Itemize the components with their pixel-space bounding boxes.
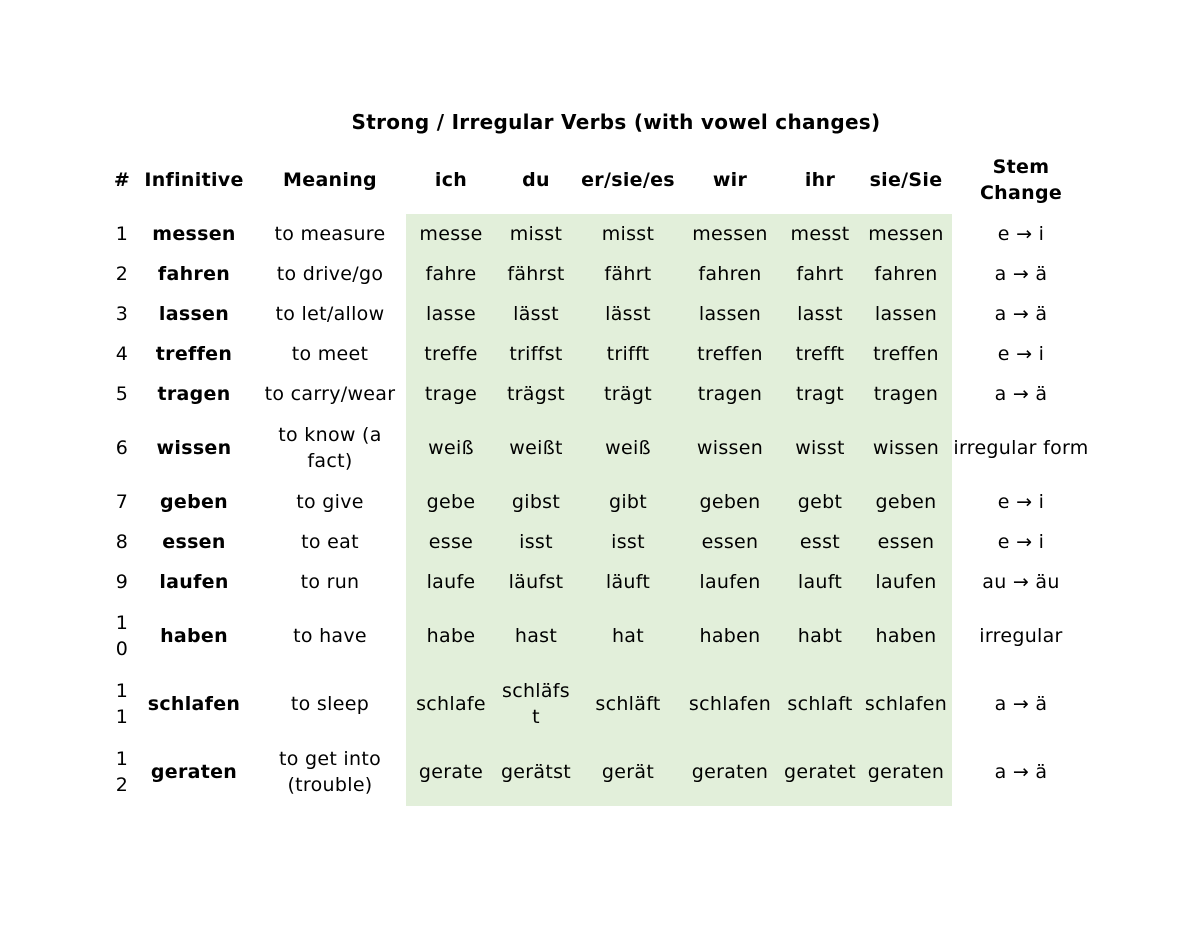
cell-du: lässt (496, 294, 576, 334)
cell-meaning: to meet (291, 343, 369, 365)
cell-wir: geraten (680, 738, 780, 806)
table-row (110, 562, 1090, 602)
cell-wir: fahren (680, 254, 780, 294)
table-row (110, 482, 1090, 522)
cell-er: lässt (576, 294, 680, 334)
cell-sie: wissen (860, 414, 952, 482)
cell-sie: messen (860, 214, 952, 254)
cell-num (110, 602, 134, 670)
cell-sie: haben (860, 602, 952, 670)
cell-stem: irregular (979, 625, 1063, 647)
table-row (110, 522, 1090, 562)
cell-ich: trage (406, 374, 496, 414)
cell-ich: lasse (406, 294, 496, 334)
cell-wir: treffen (680, 334, 780, 374)
cell-ihr: wisst (780, 414, 860, 482)
cell-meaning: to know (a fact) (278, 424, 382, 472)
cell-ich: gebe (406, 482, 496, 522)
cell-meaning: to get into (trouble) (278, 748, 382, 796)
table-row (110, 334, 1090, 374)
row-number: 12 (115, 748, 129, 796)
cell-infinitive: geraten (150, 761, 238, 783)
du-form: schläfst (502, 680, 570, 728)
cell-ihr: schlaft (780, 670, 860, 738)
table-row (110, 414, 1090, 482)
header-num: # (113, 169, 131, 191)
cell-stem: e → i (997, 223, 1045, 245)
cell-infinitive: schlafen (147, 693, 241, 715)
cell-er: trägt (576, 374, 680, 414)
cell-er: gerät (576, 738, 680, 806)
cell-er: isst (576, 522, 680, 562)
cell-wir: essen (680, 522, 780, 562)
row-number: 6 (115, 437, 129, 459)
cell-er: schläft (576, 670, 680, 738)
cell-du: trägst (496, 374, 576, 414)
cell-er: hat (576, 602, 680, 670)
cell-meaning: to eat (301, 531, 359, 553)
cell-meaning: to run (300, 571, 360, 593)
cell-ich: schlafe (406, 670, 496, 738)
table-row (110, 214, 1090, 254)
cell-ich: gerate (406, 738, 496, 806)
cell-ich: fahre (406, 254, 496, 294)
cell-num (110, 334, 134, 374)
table-row (110, 738, 1090, 806)
cell-infinitive: treffen (155, 343, 233, 365)
table-row (110, 254, 1090, 294)
cell-stem: a → ä (994, 303, 1048, 325)
table-row (110, 374, 1090, 414)
cell-stem: e → i (997, 343, 1045, 365)
cell-ich: laufe (406, 562, 496, 602)
cell-num (110, 254, 134, 294)
cell-num (110, 738, 134, 806)
cell-wir: laufen (680, 562, 780, 602)
row-number: 4 (115, 343, 129, 365)
cell-ihr: tragt (780, 374, 860, 414)
cell-sie: schlafen (860, 670, 952, 738)
cell-ich: habe (406, 602, 496, 670)
cell-stem: a → ä (994, 761, 1048, 783)
row-number: 9 (115, 571, 129, 593)
cell-stem: irregular form (953, 437, 1089, 459)
cell-infinitive: fahren (157, 263, 231, 285)
cell-ihr: trefft (780, 334, 860, 374)
cell-infinitive: lassen (158, 303, 230, 325)
verb-table (110, 146, 1090, 806)
table-row (110, 670, 1090, 738)
cell-du: hast (496, 602, 576, 670)
cell-ihr: lasst (780, 294, 860, 334)
cell-num (110, 214, 134, 254)
row-number: 7 (115, 491, 129, 513)
cell-meaning: to sleep (290, 693, 370, 715)
cell-meaning: to measure (274, 223, 386, 245)
cell-ihr: geratet (780, 738, 860, 806)
cell-num (110, 294, 134, 334)
cell-sie: fahren (860, 254, 952, 294)
header-stem-change: Stem Change (979, 156, 1063, 204)
cell-ich: messe (406, 214, 496, 254)
cell-sie: lassen (860, 294, 952, 334)
cell-er: trifft (576, 334, 680, 374)
cell-er: misst (576, 214, 680, 254)
header-ich: ich (434, 169, 468, 191)
cell-ihr: messt (780, 214, 860, 254)
cell-wir: wissen (680, 414, 780, 482)
cell-meaning: to have (293, 625, 367, 647)
row-number: 1 (115, 223, 129, 245)
cell-sie: geben (860, 482, 952, 522)
cell-stem: au → äu (982, 571, 1060, 593)
cell-infinitive: wissen (156, 437, 232, 459)
cell-er: gibt (576, 482, 680, 522)
cell-du: misst (496, 214, 576, 254)
cell-ihr: fahrt (780, 254, 860, 294)
header-er: er/sie/es (581, 169, 675, 191)
cell-sie: laufen (860, 562, 952, 602)
cell-num (110, 374, 134, 414)
table-title: Strong / Irregular Verbs (with vowel changes) (351, 110, 881, 134)
cell-infinitive: geben (160, 491, 228, 513)
cell-du: isst (496, 522, 576, 562)
cell-stem: a → ä (994, 383, 1048, 405)
cell-ich: esse (406, 522, 496, 562)
cell-wir: messen (680, 214, 780, 254)
cell-sie: treffen (860, 334, 952, 374)
cell-infinitive: laufen (159, 571, 229, 593)
cell-du: läufst (496, 562, 576, 602)
cell-wir: haben (680, 602, 780, 670)
cell-wir: tragen (680, 374, 780, 414)
cell-ihr: lauft (780, 562, 860, 602)
row-number: 11 (115, 680, 129, 728)
cell-du: gerätst (496, 738, 576, 806)
cell-du: gibst (496, 482, 576, 522)
cell-num (110, 562, 134, 602)
cell-du: triffst (496, 334, 576, 374)
cell-ihr: esst (780, 522, 860, 562)
cell-wir: geben (680, 482, 780, 522)
row-number: 5 (115, 383, 129, 405)
row-number: 8 (115, 531, 129, 553)
cell-infinitive: messen (152, 223, 236, 245)
cell-stem: a → ä (994, 693, 1048, 715)
cell-infinitive: tragen (157, 383, 231, 405)
cell-ihr: habt (780, 602, 860, 670)
cell-meaning: to drive/go (276, 263, 384, 285)
cell-infinitive: essen (162, 531, 226, 553)
cell-ihr: gebt (780, 482, 860, 522)
table-row (110, 294, 1090, 334)
header-infinitive: Infinitive (144, 169, 244, 191)
cell-sie: geraten (860, 738, 952, 806)
cell-stem: a → ä (994, 263, 1048, 285)
cell-meaning: to carry/wear (264, 383, 396, 405)
header-ihr: ihr (804, 169, 836, 191)
cell-er: läuft (576, 562, 680, 602)
cell-du (496, 670, 576, 738)
cell-meaning: to let/allow (275, 303, 385, 325)
cell-ich: treffe (406, 334, 496, 374)
cell-er: fährt (576, 254, 680, 294)
cell-du: fährst (496, 254, 576, 294)
header-meaning: Meaning (283, 169, 377, 191)
row-number: 2 (115, 263, 129, 285)
cell-infinitive: haben (160, 625, 228, 647)
header-sie: sie/Sie (869, 169, 943, 191)
cell-er: weiß (576, 414, 680, 482)
cell-num (110, 670, 134, 738)
cell-ich: weiß (406, 414, 496, 482)
header-wir: wir (712, 169, 748, 191)
cell-stem: e → i (997, 531, 1045, 553)
row-number: 3 (115, 303, 129, 325)
row-number: 10 (115, 612, 129, 660)
cell-num (110, 522, 134, 562)
cell-stem: e → i (997, 491, 1045, 513)
header-row (110, 146, 1090, 214)
cell-sie: tragen (860, 374, 952, 414)
cell-meaning: to give (296, 491, 364, 513)
cell-du: weißt (496, 414, 576, 482)
cell-num (110, 414, 134, 482)
table-row (110, 602, 1090, 670)
cell-wir: schlafen (680, 670, 780, 738)
header-du: du (522, 169, 550, 191)
cell-sie: essen (860, 522, 952, 562)
cell-wir: lassen (680, 294, 780, 334)
cell-num (110, 482, 134, 522)
